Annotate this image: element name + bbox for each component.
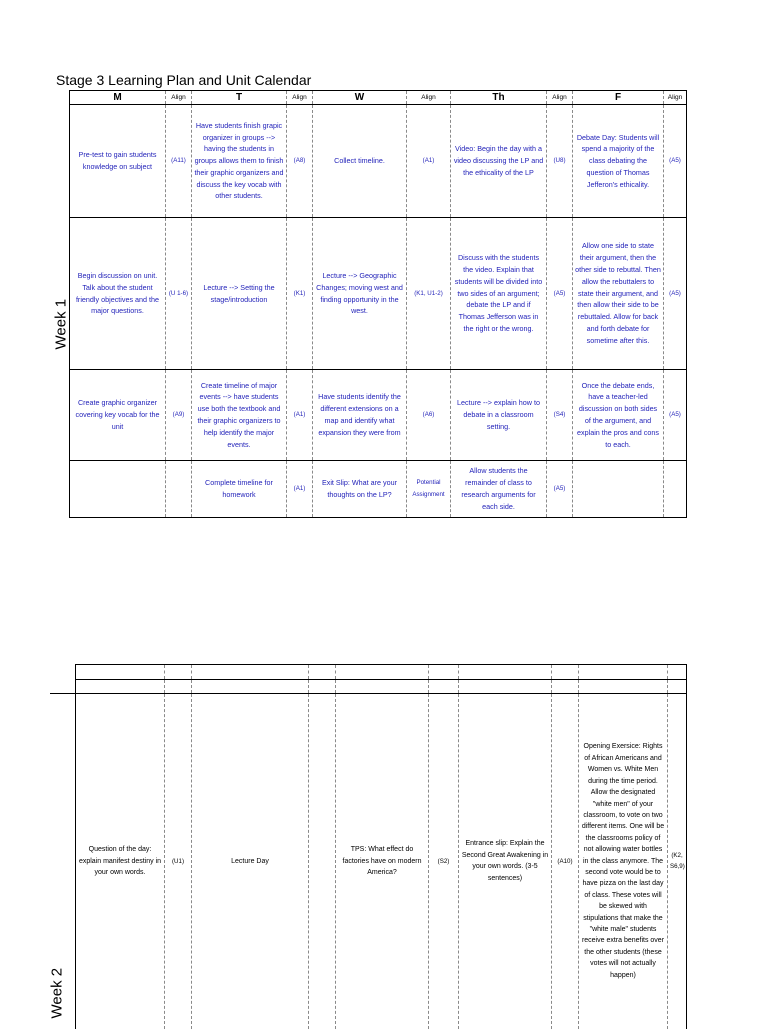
empty-cell: [668, 665, 687, 680]
cell-wednesday: Have students identify the different extensions on a map and identify what expansion they were from: [313, 370, 407, 461]
cell-wednesday: Exit Slip: What are your thoughts on the LP?: [313, 461, 407, 518]
cell-monday: Pre-test to gain students knowledge on subject: [70, 105, 166, 218]
table-row: [70, 370, 687, 461]
header-align: Align: [407, 91, 451, 105]
table-row: [76, 665, 687, 680]
cell-align: (K1): [287, 218, 313, 370]
cell-align: (A5): [547, 218, 573, 370]
empty-cell: [192, 665, 309, 680]
empty-cell: [309, 680, 336, 694]
cell-friday: Debate Day: Students will spend a majority of the class debating the question of Thomas Jefferon's ethicality.: [573, 105, 664, 218]
cell-thursday: Allow students the remainder of class to research arguments for each side.: [451, 461, 547, 518]
empty-cell: [552, 665, 579, 680]
empty-cell: [579, 665, 668, 680]
table-row: [70, 105, 687, 218]
empty-cell: [429, 665, 459, 680]
empty-cell: [668, 680, 687, 694]
cell-align: (K2, S6,9): [668, 694, 687, 1029]
week1-label: Week 1: [52, 298, 70, 350]
cell-align: Potential Assignment: [407, 461, 451, 518]
empty-cell: [192, 680, 309, 694]
cell-wednesday: TPS: What effect do factories have on modern America?: [336, 694, 429, 1029]
cell-align: (S4): [547, 370, 573, 461]
table-row: [70, 461, 687, 518]
cell-align: [166, 461, 192, 518]
cell-monday: Create graphic organizer covering key vocab for the unit: [70, 370, 166, 461]
cell-wednesday: Collect timeline.: [313, 105, 407, 218]
cell-tuesday: Complete timeline for homework: [192, 461, 287, 518]
cell-friday: Once the debate ends, have a teacher-led discussion on both sides of the argument, and explain the pros and cons to each.: [573, 370, 664, 461]
cell-align: (A6): [407, 370, 451, 461]
page-title: Stage 3 Learning Plan and Unit Calendar: [56, 72, 312, 88]
cell-tuesday: Create timeline of major events --> have students use both the textbook and their graphic organizers to help identify the major events.: [192, 370, 287, 461]
empty-cell: [429, 680, 459, 694]
cell-align: (A10): [552, 694, 579, 1029]
cell-thursday: Discuss with the students the video. Explain that students will be divided into two sides of an argument; debate the LP and if Thomas Jefferson was in the right or the wrong.: [451, 218, 547, 370]
header-align: Align: [166, 91, 192, 105]
header-tuesday: T: [192, 91, 287, 105]
cell-align: (A5): [664, 105, 687, 218]
empty-cell: [459, 680, 552, 694]
cell-align: [664, 461, 687, 518]
header-monday: M: [70, 91, 166, 105]
cell-tuesday: Have students finish grapic organizer in groups --> having the students in groups allows them to finish their graphic organizers and discuss the key vocab with other students.: [192, 105, 287, 218]
cell-monday: Question of the day: explain manifest destiny in your own words.: [76, 694, 165, 1029]
cell-align: (A8): [287, 105, 313, 218]
cell-wednesday: Lecture --> Geographic Changes; moving west and finding opportunity in the west.: [313, 218, 407, 370]
empty-cell: [309, 665, 336, 680]
week2-label: Week 2: [48, 967, 66, 1019]
header-align: Align: [547, 91, 573, 105]
empty-cell: [579, 680, 668, 694]
cell-align: (A11): [166, 105, 192, 218]
cell-thursday: Video: Begin the day with a video discussing the LP and the ethicality of the LP: [451, 105, 547, 218]
empty-cell: [165, 680, 192, 694]
cell-monday: [70, 461, 166, 518]
header-wednesday: W: [313, 91, 407, 105]
cell-align: (A1): [287, 370, 313, 461]
week2-frame-line: [50, 693, 76, 694]
cell-align: (U1): [165, 694, 192, 1029]
empty-cell: [459, 665, 552, 680]
table-row: [70, 218, 687, 370]
empty-cell: [552, 680, 579, 694]
empty-cell: [165, 665, 192, 680]
header-align: Align: [287, 91, 313, 105]
cell-align: [309, 694, 336, 1029]
cell-align: (A5): [664, 218, 687, 370]
table-row: [76, 680, 687, 694]
cell-align: (A1): [407, 105, 451, 218]
header-align: Align: [664, 91, 687, 105]
table-row: [76, 694, 687, 1029]
week1-header-row: [70, 91, 687, 105]
cell-align: (S2): [429, 694, 459, 1029]
cell-friday: [573, 461, 664, 518]
header-thursday: Th: [451, 91, 547, 105]
cell-align: (A5): [547, 461, 573, 518]
empty-cell: [336, 680, 429, 694]
cell-tuesday: Lecture --> Setting the stage/introduction: [192, 218, 287, 370]
cell-thursday: Entrance slip: Explain the Second Great Awakening in your own words. (3-5 sentences): [459, 694, 552, 1029]
cell-monday: Begin discussion on unit. Talk about the student friendly objectives and the major questions.: [70, 218, 166, 370]
empty-cell: [76, 665, 165, 680]
cell-tuesday: Lecture Day: [192, 694, 309, 1029]
cell-align: (A1): [287, 461, 313, 518]
cell-friday: Opening Exersice: Rights of African Americans and Women vs. White Men during the time period. Allow the designated "white men" of your classroom, to vote on two different items. One will be the classrooms policy of not allowing water bottles in the class anymore. The second vote would be to have pizza on the last day of class. These votes will be skewed with stipulations that make the "white male" students receive extra benefits over the other students (these votes will not actually happen): [579, 694, 668, 1029]
empty-cell: [336, 665, 429, 680]
cell-align: (A5): [664, 370, 687, 461]
cell-align: (U8): [547, 105, 573, 218]
cell-align: (K1, U1-2): [407, 218, 451, 370]
cell-friday: Allow one side to state their argument, then the other side to rebuttal. Then allow the rebuttalers to state their argument, and then allow their side to be rebuttaled. Allow for back and forth debate for sometime after this.: [573, 218, 664, 370]
cell-thursday: Lecture --> explain how to debate in a classroom setting.: [451, 370, 547, 461]
empty-cell: [76, 680, 165, 694]
cell-align: (A9): [166, 370, 192, 461]
header-friday: F: [573, 91, 664, 105]
week2-calendar-table: [75, 664, 687, 1029]
cell-align: (U 1-6): [166, 218, 192, 370]
week1-calendar-table: [69, 90, 687, 518]
